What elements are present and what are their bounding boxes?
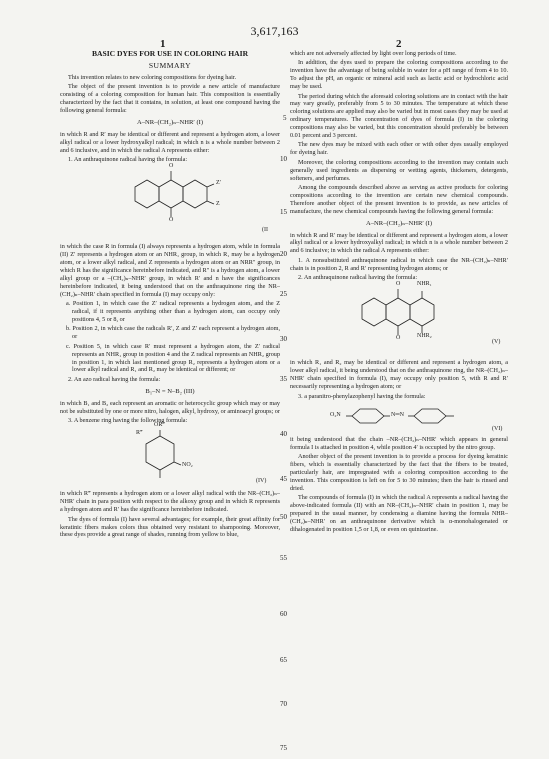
line-number: 55 [280,554,287,562]
list-item: a. Position 1, in which case the Z′ radical represents a hydrogen atom, and the Z radical, if it represents anything other than a hydrogen atom, can occupy only positions 4, 5 or 8, or [66,300,280,324]
paragraph: in which the case R in formula (I) always represents a hydrogen atom, while in formula (II) Z′ represents a hydrogen atom or an NHR₁ group, in which R₁ may be a hydrogen atom, or a lower alkyl radical, and Z represents a hydrogen atom or an NRR″ group, in which R has the significance hereinbefore indicated, and R″ is a hydrogen atom, a lower alkyl group or a –(CH₂)ₙ–NHR′ group, in which R′ and n have the significances hereinbefore indicated, it being understood that on the anthraquinone ring the NR–(CH₂)ₙ–NHR′ chain specified in formula (I) may occupy only: [60,243,280,298]
column-number-right: 2 [396,38,402,50]
summary-heading: SUMMARY [148,60,192,70]
benzene-structure [60,426,280,490]
left-column [60,48,280,541]
anthraquinone-figure-II [60,165,280,243]
paragraph: in which R and R′ may be identical or different and represent a hydrogen atom, a lower alkyl radical or a lower hydroxyalkyl radical; in which n is a whole number between 2 and 6 inclusive; in which the radical A represents either: [290,231,508,255]
line-number: 50 [280,513,287,521]
anthraquinone-structure [60,165,280,243]
formula-label-V: (V) [492,339,501,346]
line-number: 45 [280,475,287,483]
list-item: 3. A benzene ring having the following formula: [68,417,188,424]
paragraph: Moreover, the coloring compositions according to the invention may contain such generally used ingredients as dispersing or wetting agents, thickeners, detergents, softeners, and perfumes. [290,158,508,182]
line-number: 70 [280,700,287,708]
list-item: c. Position 5, in which case R′ must represent a hydrogen atom, the Z′ radical represents an NHR₁ group in position 4 and the Z radical represents an NHR₂ group in position 1, in which last mentioned group R₂ represents a hydrogen atom or a lower alkyl radical and R₁ and R₂ may be identical or different; or [66,342,280,374]
list-item: 1. An anthraquinone radical having the formula: [68,155,188,163]
r-triple-prime-label: R‴ [136,430,143,437]
list-item: b. Position 2, in which case the radicals R′, Z and Z′ each represent a hydrogen atom, or [66,325,280,341]
line-number: 10 [280,155,287,163]
paragraph: The new dyes may be mixed with each other or with other dyes usually employed for dyeing hair. [290,141,508,157]
paragraph: it being understood that the chain –NR–(CH₂)ₙ–NHR′ which appears in general formula I is attached in position 4, while position 4′ is occupied by the nitro group. [290,436,508,451]
anthraquinone-diamino-structure [290,283,508,359]
paragraph: in which R and R′ may be identical or different and represent a hydrogen atom, a lower alkyl radical or a lower hydroxyalkyl radical; in which n is a whole number between 2 and 6 inclusive, and in which the radical A represents either: [60,130,280,154]
nitro-label: NO₂ [182,462,193,469]
line-number: 25 [280,290,287,298]
paragraph: Another object of the present invention is to provide a process for dyeing keratinic fibers, which is essentially characterized by the fact that the fibers to be treated, particularly hair, are impregnated with a coloring composition according to the invention. This composition is left on for 5 to 30 minutes; then the hair is rinsed and dried. [290,453,508,492]
z-prime-label: Z′ [216,180,221,187]
paragraph: in which R‴ represents a hydrogen atom or a lower alkyl radical with the NR–(CH₂)ₙ–NHR′ chain in para position with respect to the alkoxy group and in which R represents a hydrogen atom and R′ has the significance hereinbefore indicated. [60,490,280,514]
document-title: BASIC DYES FOR USE IN COLORING HAIR [91,49,249,58]
paragraph: which are not adversely affected by light over long periods of time. [290,50,457,57]
nhr1-label: NHR₁ [417,281,432,288]
benzene-figure-IV [60,422,280,490]
formula-I: A–NR–(CH₂)ₙ–NHR′ (I) [136,118,204,126]
oxygen-label: O [396,281,401,288]
paragraph: The dyes of formula (I) have several advantages; for example, their great affinity for keratinic fibers makes colors thus obtained very resistant to shampooing. Moreover, these dyes provide a great range of shades, running from yellow to blue, [60,515,280,539]
o2n-label: O₂N [330,412,341,418]
paragraph: in which R₁ and R₂ may be identical or different and represent a hydrogen atom, a lower alkyl radical, it being understood that on the anthraquinone ring, the NR–(CH₂)ₙ–NHR′ chain specified in formula (I), may occupy only position 5, with R and R′ necessarily representing a hydrogen atom; or [290,359,508,391]
list-item: 3. a paranitro-phenylazophenyl having the formula: [298,392,426,400]
oxygen-label: O [169,217,174,224]
z-label: Z [216,201,220,208]
paragraph: This invention relates to new coloring compositions for dyeing hair. [68,73,237,81]
nhr2-label: NHR₂ [417,333,432,340]
paragraph: The period during which the aforesaid coloring solutions are in contact with the hair may vary greatly, preferably from 5 to 30 minutes. The temperature at which these coloring solutions are applied may also be varied but in most cases they may be used at ordinary temperatures. The concentration of dyes of formula (I) in the coloring compositions may also be varied, but this concentration should preferably be between 0.01 percent and 3 percent. [290,92,508,140]
paragraph: Among the compounds described above as serving as active products for coloring compositions according to the invention are certain new chemical compounds. Therefore another object of the present invention is to provide, as new articles of manufacture, the new chemical compounds having the following general formula: [290,184,508,215]
paragraph: In addition, the dyes used to prepare the coloring compositions according to the invention have the advantage of being soluble in water for a pH range of from 4 to 10. To adjust the pH, an organic or mineral acid such as lactic acid or hydrochloric acid may be used. [290,59,508,91]
line-number: 35 [280,375,287,383]
patent-number: 3,617,163 [250,24,299,38]
formula-label-VI: (VI) [492,426,503,432]
formula-label-II: (II [262,227,268,234]
list-item: 1. A nonsubstituted anthraquinone radical in which case the NR–(CH₂)ₙ–NHR′ chain is in position 2, R and R′ representing hydrogen atoms; or [290,256,508,272]
oxygen-label: O [396,335,401,342]
line-number: 20 [280,250,287,258]
right-column [290,50,508,535]
line-number: 60 [280,610,287,618]
line-number: 30 [280,335,287,343]
oxygen-label: O [169,163,174,170]
alkoxy-label: OR‴ [154,422,165,429]
list-item: 2. An azo radical having the formula: [68,375,161,383]
formula-label-IV: (IV) [256,478,267,485]
formula-III: B₁–N = N–B₂ (III) [145,387,195,395]
line-number: 5 [283,114,287,122]
line-number: 75 [280,744,287,752]
paragraph: The object of the present invention is to provide a new article of manufacture consisting of a coloring composition for human hair. This composition is essentially characterized by the fact that it contains, in solution, at least one compound having the following general formula: [60,83,280,114]
azo-figure-VI [290,402,508,436]
line-number: 40 [280,430,287,438]
list-item: 2. An anthraquinone radical having the formula: [298,274,418,282]
paragraph: in which B₁ and B₂ each represent an aromatic or heterocyclic group which may or may not be substituted by one or more nitro, halogen, alkyl, hydroxy, or aminoacyl groups; or [60,399,280,415]
anthraquinone-figure-V [290,283,508,359]
formula-I: A–NR–(CH₂)ₙ–NHR′ (I) [365,219,433,227]
column-number-left: 1 [160,38,166,50]
line-number: 65 [280,656,287,664]
paragraph: The compounds of formula (I) in which the radical A represents a radical having the above-indicated formula (II) with an NR–(CH₂)ₙ–NHR′ chain in position 1, may be prepared in the usual manner, by condensing a diamine having the formula NHR–(CH₂)ₙ–NHR′ on an anthraquinone derivative which is α-monohalogenated or dihalogenated in position 1,5 or 1,8, or even on quinizarine. [290,494,508,533]
line-number: 15 [280,208,287,216]
azo-label: N═N [391,412,404,418]
